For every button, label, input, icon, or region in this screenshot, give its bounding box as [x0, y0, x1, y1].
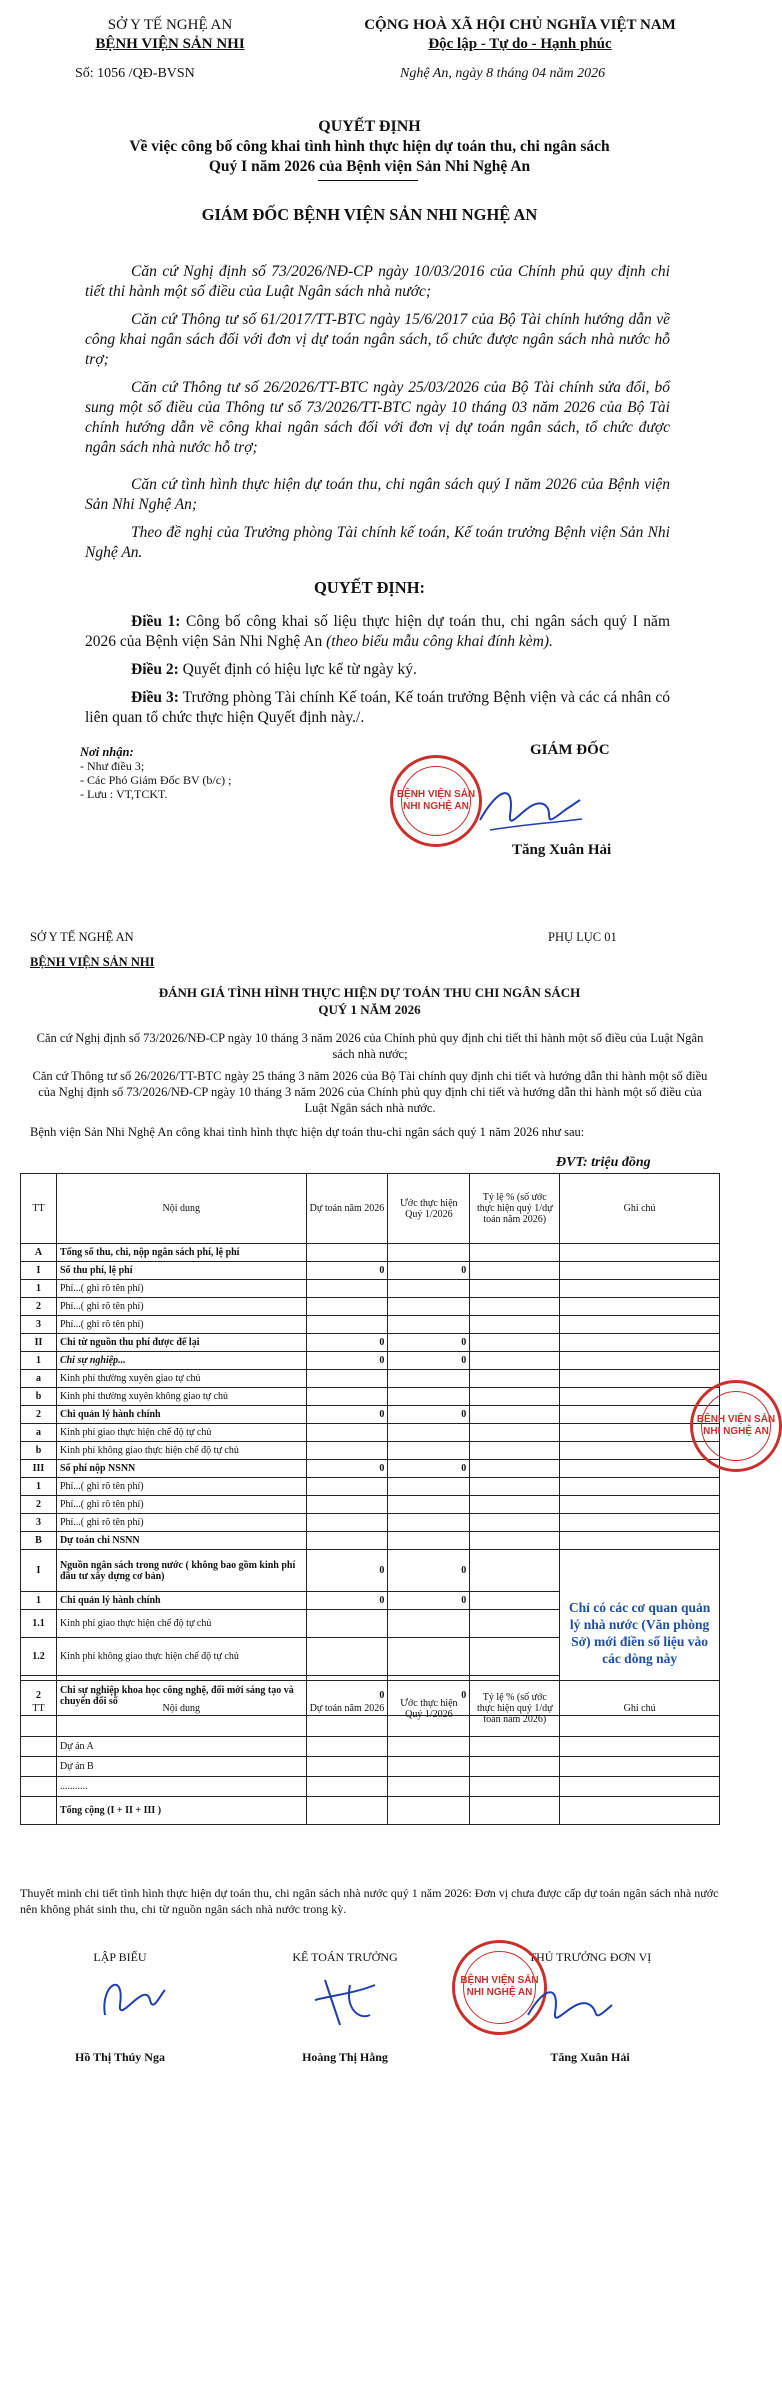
row-note	[560, 1514, 720, 1532]
row-content: Phí...( ghi rõ tên phí)	[56, 1298, 306, 1316]
column-header: TT	[21, 1174, 57, 1244]
row-content: Dự án B	[56, 1757, 306, 1777]
row-budget-2026	[306, 1496, 388, 1514]
row-budget-2026	[306, 1478, 388, 1496]
row-cell	[560, 1797, 720, 1825]
row-content: Nguồn ngân sách trong nước ( không bao gồm kinh phí đầu tư xây dựng cơ bản)	[56, 1550, 306, 1592]
row-content: Tổng cộng (I + II + III )	[56, 1797, 306, 1825]
issuer-header	[55, 16, 285, 54]
row-estimate-q1	[388, 1298, 470, 1316]
row-cell	[560, 1757, 720, 1777]
article-2	[85, 660, 670, 680]
row-content: Phí...( ghi rõ tên phí)	[56, 1514, 306, 1532]
row-content: Chi sự nghiệp khoa học công nghệ, đổi mới sáng tạo và chuyển đổi số	[56, 1676, 306, 1716]
row-ratio	[470, 1550, 560, 1592]
row-note	[560, 1496, 720, 1514]
row-tt	[21, 1757, 57, 1777]
row-tt: 1.2	[21, 1638, 57, 1676]
row-tt: a	[21, 1424, 57, 1442]
row-budget-2026: 0	[306, 1676, 388, 1716]
signer-name: Hồ Thị Thúy Nga	[75, 2050, 165, 2064]
table-row	[21, 1460, 720, 1478]
stamp-text: BỆNH VIỆN SẢN NHI NGHỆ AN	[396, 788, 476, 812]
appendix-basis-1: Căn cứ Nghị định số 73/2026/NĐ-CP ngày 10 tháng 3 năm 2026 của Chính phủ quy định chi tiết thi hành một số điều của Luật Ngân sách nhà nước;	[36, 1031, 704, 1061]
row-estimate-q1	[388, 1532, 470, 1550]
appendix-title: ĐÁNH GIÁ TÌNH HÌNH THỰC HIỆN DỰ TOÁN THU CHI NGÂN SÁCH	[158, 985, 581, 1000]
row-cell	[388, 1757, 470, 1777]
decision-title: QUYẾT ĐỊNH	[318, 118, 421, 135]
national-motto: Độc lập - Tự do - Hạnh phúc	[428, 36, 612, 52]
table-row	[21, 1262, 720, 1280]
row-ratio	[470, 1352, 560, 1370]
row-ratio	[470, 1298, 560, 1316]
signer-role: LẬP BIỂU	[93, 1950, 147, 1964]
row-cell	[470, 1797, 560, 1825]
row-content: Phí...( ghi rõ tên phí)	[56, 1316, 306, 1334]
row-content: Kinh phí giao thực hiện chế độ tự chủ	[56, 1424, 306, 1442]
row-tt: I	[21, 1262, 57, 1280]
row-estimate-q1: 0	[388, 1460, 470, 1478]
row-note: Chỉ có các cơ quan quản lý nhà nước (Văn phòng Sở) mới điền số liệu vào các dòng này	[560, 1550, 720, 1716]
row-cell	[306, 1797, 388, 1825]
column-header: Ước thực hiện Quý 1/2026	[388, 1681, 470, 1737]
row-budget-2026: 0	[306, 1460, 388, 1478]
accountant-signature	[305, 1965, 385, 2035]
row-content: Tổng số thu, chi, nộp ngân sách phí, lệ phí	[56, 1244, 306, 1262]
row-ratio	[470, 1244, 560, 1262]
row-tt: 1	[21, 1352, 57, 1370]
row-content: Dự án A	[56, 1737, 306, 1757]
national-header	[320, 16, 720, 54]
unit-label: ĐVT: triệu đồng	[556, 1155, 651, 1170]
appendix-department: SỞ Y TẾ NGHỆ AN	[30, 930, 134, 944]
row-tt: 2	[21, 1676, 57, 1716]
row-budget-2026: 0	[306, 1592, 388, 1610]
row-content: ...........	[56, 1777, 306, 1797]
director-signature	[470, 775, 590, 845]
table-row	[21, 1777, 720, 1797]
decision-subject-line2: Quý I năm 2026 của Bệnh viện Sản Nhi Nghệ An	[208, 158, 531, 175]
row-tt: B	[21, 1532, 57, 1550]
row-content: Phí...( ghi rõ tên phí)	[56, 1496, 306, 1514]
row-content: Chi quản lý hành chính	[56, 1406, 306, 1424]
row-tt: 2	[21, 1406, 57, 1424]
row-cell	[470, 1757, 560, 1777]
row-tt: I	[21, 1550, 57, 1592]
table-row	[21, 1532, 720, 1550]
column-header: Ghi chú	[560, 1174, 720, 1244]
row-estimate-q1	[388, 1496, 470, 1514]
article-2-label: Điều 2:	[131, 661, 179, 678]
column-header: Ghi chú	[560, 1681, 720, 1737]
row-note	[560, 1532, 720, 1550]
row-ratio	[470, 1406, 560, 1424]
table-row	[21, 1370, 720, 1388]
table-row	[21, 1550, 720, 1592]
signer-role: KẾ TOÁN TRƯỞNG	[292, 1950, 398, 1964]
row-ratio	[470, 1460, 560, 1478]
stamp-text: BỆNH VIỆN SẢN NHI NGHỆ AN	[460, 1975, 539, 1999]
row-tt	[21, 1777, 57, 1797]
row-content: Kinh phí không giao thực hiện chế độ tự chủ	[56, 1638, 306, 1676]
appendix-explanation: Thuyết minh chi tiết tình hình thực hiện dự toán thu, chi ngân sách nhà nước quý 1 năm 2026: Đơn vị chưa được cấp dự toán ngân sách nhà nước nên không phát sinh thu, chi từ nguồn ngân sách nhà nước trong kỳ.	[20, 1886, 719, 1916]
article-2-text: Quyết định có hiệu lực kể từ ngày ký.	[182, 661, 417, 678]
row-note	[560, 1262, 720, 1280]
row-ratio	[470, 1424, 560, 1442]
row-ratio	[470, 1280, 560, 1298]
article-1	[85, 612, 670, 652]
row-estimate-q1	[388, 1610, 470, 1638]
row-ratio	[470, 1370, 560, 1388]
row-budget-2026	[306, 1370, 388, 1388]
row-budget-2026	[306, 1280, 388, 1298]
table-row	[21, 1496, 720, 1514]
row-cell	[306, 1777, 388, 1797]
row-ratio	[470, 1442, 560, 1460]
row-ratio	[470, 1478, 560, 1496]
column-header: Nội dung	[56, 1681, 306, 1737]
table-row	[21, 1352, 720, 1370]
stamp-text: BỆNH VIỆN SẢN NHI NGHỆ AN	[696, 1413, 776, 1437]
preparer-signature	[90, 1965, 170, 2035]
row-tt: a	[21, 1370, 57, 1388]
row-estimate-q1	[388, 1514, 470, 1532]
row-cell	[306, 1737, 388, 1757]
row-budget-2026	[306, 1388, 388, 1406]
row-content: Kinh phí thường xuyên giao tự chủ	[56, 1370, 306, 1388]
title-underline	[318, 180, 418, 181]
row-tt: 1	[21, 1280, 57, 1298]
row-tt	[21, 1797, 57, 1825]
row-content: Kinh phí thường xuyên không giao tự chủ	[56, 1388, 306, 1406]
recipients-block	[80, 745, 360, 801]
row-note	[560, 1280, 720, 1298]
row-cell	[560, 1777, 720, 1797]
row-estimate-q1	[388, 1638, 470, 1676]
head-signature	[520, 1975, 620, 2035]
row-budget-2026	[306, 1532, 388, 1550]
row-ratio	[470, 1334, 560, 1352]
decision-authority: GIÁM ĐỐC BỆNH VIỆN SẢN NHI NGHỆ AN	[201, 205, 538, 224]
row-note	[560, 1334, 720, 1352]
row-tt: 1.1	[21, 1610, 57, 1638]
row-estimate-q1: 0	[388, 1334, 470, 1352]
row-ratio	[470, 1514, 560, 1532]
table-row	[21, 1280, 720, 1298]
row-budget-2026	[306, 1244, 388, 1262]
row-content: Số thu phí, lệ phí	[56, 1262, 306, 1280]
row-tt: 1	[21, 1478, 57, 1496]
row-budget-2026	[306, 1298, 388, 1316]
row-note	[560, 1370, 720, 1388]
row-ratio	[470, 1532, 560, 1550]
recipients-title: Nơi nhận:	[80, 745, 134, 759]
row-tt: II	[21, 1334, 57, 1352]
row-estimate-q1	[388, 1424, 470, 1442]
article-1-text: Công bố công khai số liệu thực hiện dự toán thu, chi ngân sách quý I năm 2026 của Bệnh viện Sản Nhi Nghệ An	[85, 613, 670, 650]
signer-role: THỦ TRƯỞNG ĐƠN VỊ	[528, 1950, 652, 1964]
row-tt: A	[21, 1244, 57, 1262]
table-row	[21, 1478, 720, 1496]
row-budget-2026	[306, 1424, 388, 1442]
column-header: Tỷ lệ % (số ước thực hiện quý 1/dự toán năm 2026)	[470, 1681, 560, 1737]
table-row	[21, 1424, 720, 1442]
row-tt: III	[21, 1460, 57, 1478]
article-1-note: (theo biểu mẫu công khai đính kèm).	[326, 633, 553, 650]
table-row	[21, 1757, 720, 1777]
legal-basis-2: Căn cứ Thông tư số 61/2017/TT-BTC ngày 15/6/2017 của Bộ Tài chính hướng dẫn về công khai ngân sách đối với đơn vị dự toán ngân sách, tổ chức được ngân sách nhà nước hỗ trợ;	[85, 311, 670, 368]
row-tt: 3	[21, 1514, 57, 1532]
row-budget-2026: 0	[306, 1406, 388, 1424]
row-cell	[388, 1797, 470, 1825]
official-stamp	[690, 1380, 782, 1472]
row-content: Kinh phí giao thực hiện chế độ tự chủ	[56, 1610, 306, 1638]
recipient-item: - Như điều 3;	[80, 759, 145, 773]
row-estimate-q1: 0	[388, 1550, 470, 1592]
row-content: Phí...( ghi rõ tên phí)	[56, 1280, 306, 1298]
row-tt: 2	[21, 1298, 57, 1316]
row-budget-2026: 0	[306, 1352, 388, 1370]
article-3-label: Điều 3:	[131, 689, 179, 706]
row-note	[560, 1478, 720, 1496]
row-estimate-q1: 0	[388, 1406, 470, 1424]
hospital-name: BỆNH VIỆN SẢN NHI	[95, 36, 245, 52]
republic-name: CỘNG HOÀ XÃ HỘI CHỦ NGHĨA VIỆT NAM	[364, 17, 676, 33]
row-estimate-q1: 0	[388, 1592, 470, 1610]
table-row	[21, 1298, 720, 1316]
budget-table	[20, 1173, 720, 1716]
row-cell	[388, 1777, 470, 1797]
signer-name: Tăng Xuân Hải	[550, 2050, 630, 2064]
column-header: Tỷ lệ % (số ước thực hiện quý 1/dự toán năm 2026)	[470, 1174, 560, 1244]
article-3-text: Trưởng phòng Tài chính Kế toán, Kế toán trưởng Bệnh viện và các cá nhân có liên quan tổ chức thực hiện Quyết định này./.	[85, 689, 670, 726]
row-budget-2026	[306, 1442, 388, 1460]
signer-name: Tăng Xuân Hải	[512, 842, 612, 858]
table-header-row	[21, 1681, 720, 1737]
row-ratio	[470, 1592, 560, 1610]
row-content: Dự toán chi NSNN	[56, 1532, 306, 1550]
article-1-label: Điều 1:	[131, 613, 181, 630]
row-tt: 1	[21, 1592, 57, 1610]
table-row	[21, 1406, 720, 1424]
row-cell	[560, 1737, 720, 1757]
table-row	[21, 1442, 720, 1460]
document-date: Nghệ An, ngày 8 tháng 04 năm 2026	[400, 66, 606, 81]
column-header: Ước thực hiện Quý 1/2026	[388, 1174, 470, 1244]
official-stamp	[390, 755, 482, 847]
row-tt: b	[21, 1442, 57, 1460]
row-estimate-q1: 0	[388, 1676, 470, 1716]
row-estimate-q1	[388, 1244, 470, 1262]
row-ratio	[470, 1610, 560, 1638]
row-estimate-q1	[388, 1388, 470, 1406]
budget-table-body	[21, 1244, 720, 1716]
row-budget-2026: 0	[306, 1550, 388, 1592]
row-content: Chi sự nghiệp...	[56, 1352, 306, 1370]
recipient-item: - Lưu : VT,TCKT.	[80, 787, 168, 801]
row-budget-2026: 0	[306, 1262, 388, 1280]
row-ratio	[470, 1262, 560, 1280]
decides-heading: QUYẾT ĐỊNH:	[313, 578, 426, 597]
table-row	[21, 1316, 720, 1334]
table-row	[21, 1244, 720, 1262]
row-note	[560, 1316, 720, 1334]
row-budget-2026	[306, 1638, 388, 1676]
row-estimate-q1	[388, 1478, 470, 1496]
row-estimate-q1: 0	[388, 1352, 470, 1370]
row-budget-2026: 0	[306, 1334, 388, 1352]
row-tt: 2	[21, 1496, 57, 1514]
table-header-row	[21, 1174, 720, 1244]
projects-table-body	[21, 1737, 720, 1825]
row-cell	[470, 1737, 560, 1757]
row-tt: 3	[21, 1316, 57, 1334]
row-estimate-q1	[388, 1442, 470, 1460]
appendix-intro: Bệnh viện Sản Nhi Nghệ An công khai tình hình thực hiện dự toán thu-chi ngân sách quý 1 năm 2026 như sau:	[30, 1125, 585, 1139]
row-tt: b	[21, 1388, 57, 1406]
column-header: TT	[21, 1681, 57, 1737]
table-row	[21, 1334, 720, 1352]
row-content: Phí...( ghi rõ tên phí)	[56, 1478, 306, 1496]
appendix-label: PHỤ LỤC 01	[548, 930, 617, 944]
row-estimate-q1	[388, 1370, 470, 1388]
legal-basis-1: Căn cứ Nghị định số 73/2026/NĐ-CP ngày 10/03/2016 của Chính phủ quy định chi tiết thi hành một số điều của Luật Ngân sách nhà nước;	[85, 263, 670, 300]
legal-basis-3: Căn cứ Thông tư số 26/2026/TT-BTC ngày 25/03/2026 của Bộ Tài chính sửa đổi, bổ sung một số điều của Thông tư số 73/2026/TT-BTC ngày 10 tháng 03 năm 2026 của Bộ Tài chính hướng dẫn về công khai ngân sách đối với đơn vị dự toán ngân sách, tổ chức được ngân sách nhà nước hỗ trợ;	[85, 379, 670, 456]
legal-basis-5: Theo đề nghị của Trưởng phòng Tài chính kế toán, Kế toán trưởng Bệnh viện Sản Nhi Nghệ An.	[85, 524, 670, 561]
row-cell	[306, 1757, 388, 1777]
row-content: Chi từ nguồn thu phí được để lại	[56, 1334, 306, 1352]
row-budget-2026	[306, 1610, 388, 1638]
row-cell	[470, 1777, 560, 1797]
row-note	[560, 1352, 720, 1370]
row-ratio	[470, 1496, 560, 1514]
row-note	[560, 1244, 720, 1262]
projects-table	[20, 1680, 720, 1825]
table-row	[21, 1737, 720, 1757]
document-number: Số: 1056 /QĐ-BVSN	[75, 66, 195, 81]
appendix-hospital: BỆNH VIỆN SẢN NHI	[30, 955, 155, 969]
row-budget-2026	[306, 1316, 388, 1334]
row-note	[560, 1298, 720, 1316]
row-ratio	[470, 1638, 560, 1676]
row-content: Kinh phí không giao thực hiện chế độ tự chủ	[56, 1442, 306, 1460]
row-cell	[388, 1737, 470, 1757]
appendix-subtitle: QUÝ 1 NĂM 2026	[318, 1002, 421, 1017]
row-estimate-q1	[388, 1280, 470, 1298]
table-row	[21, 1514, 720, 1532]
row-tt	[21, 1737, 57, 1757]
row-ratio	[470, 1316, 560, 1334]
department-name: SỞ Y TẾ NGHỆ AN	[107, 17, 233, 33]
row-note	[560, 1460, 720, 1478]
column-header: Nội dung	[56, 1174, 306, 1244]
recipient-item: - Các Phó Giám Đốc BV (b/c) ;	[80, 773, 232, 787]
row-estimate-q1	[388, 1316, 470, 1334]
table-row	[21, 1388, 720, 1406]
table-row	[21, 1797, 720, 1825]
decision-subject-line1: Về việc công bố công khai tình hình thực hiện dự toán thu, chi ngân sách	[129, 138, 610, 155]
legal-basis-4: Căn cứ tình hình thực hiện dự toán thu, chi ngân sách quý I năm 2026 của Bệnh viện Sản Nhi Nghệ An;	[85, 476, 670, 513]
signer-name: Hoàng Thị Hằng	[302, 2050, 388, 2064]
row-content: Số phí nộp NSNN	[56, 1460, 306, 1478]
appendix-basis-2: Căn cứ Thông tư số 26/2026/TT-BTC ngày 25 tháng 3 năm 2026 của Bộ Tài chính quy định chi tiết và hướng dẫn thi hành một số điều của Nghị định số 73/2026/NĐ-CP ngày 10 tháng 3 năm 2026 của Chính phủ quy định chi tiết và hướng dẫn thi hành một số điều của Luật Ngân sách nhà nước.	[32, 1069, 708, 1115]
signer-title: GIÁM ĐỐC	[530, 742, 610, 758]
row-ratio	[470, 1388, 560, 1406]
column-header: Dự toán năm 2026	[306, 1174, 388, 1244]
row-estimate-q1: 0	[388, 1262, 470, 1280]
article-3	[85, 688, 670, 728]
row-budget-2026	[306, 1514, 388, 1532]
row-content: Chi quản lý hành chính	[56, 1592, 306, 1610]
column-header: Dự toán năm 2026	[306, 1681, 388, 1737]
